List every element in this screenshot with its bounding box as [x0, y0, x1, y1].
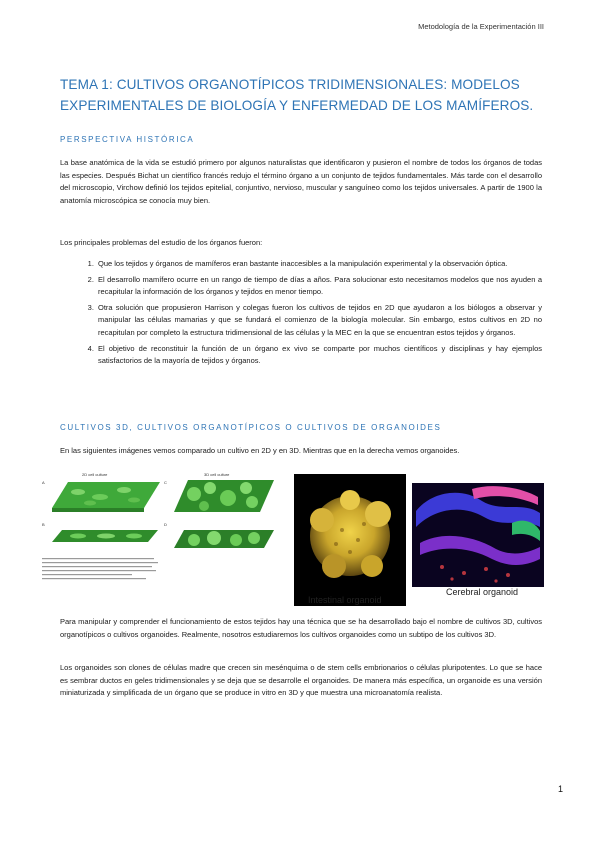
running-header: Metodología de la Experimentación III [418, 22, 544, 31]
culture-2d-label: 2D cell culture [82, 472, 108, 477]
intestinal-organoid-caption: Intestinal organoid [308, 595, 382, 605]
panel-b-image [52, 530, 158, 542]
section-heading-historica: PERSPECTIVA HISTÓRICA [60, 135, 195, 144]
panel-c-image [174, 480, 274, 512]
page-number: 1 [557, 784, 563, 794]
culture-comparison-figure [38, 468, 282, 610]
paragraph-intro: La base anatómica de la vida se estudió primero por algunos naturalistas que identificaron y pusieron el nombre de todos los órganos de todas las especies. Después Bichat un científico francés redujo el término órgano a un conjunto de tejidos fundamentales. Más tarde con el desarrollo del microscopio, Virchow definió los tejidos epitelial, conjuntivo, nervioso, muscular y sanguíneo como los tejidos universales. A partir de 1900 la anatomía microscópica se conocía muy bien. [60, 158, 542, 205]
cerebral-organoid-caption: Cerebral organoid [446, 587, 519, 597]
page-title: TEMA 1: CULTIVOS ORGANOTÍPICOS TRIDIMENSIONALES: MODELOS EXPERIMENTALES DE BIOLOGÍA Y ENFERMEDAD DE LOS MAMÍFEROS. [60, 77, 534, 113]
intestinal-organoid-image [294, 474, 406, 606]
culture-3d-label: 3D cell culture [204, 472, 230, 477]
panel-d-image [174, 530, 274, 548]
problems-list [60, 258, 542, 371]
paragraph-figure-intro: En las siguientes imágenes vemos comparado un cultivo en 2D y en 3D. Mientras que en la derecha vemos organoides. [60, 446, 460, 455]
paragraph-organoides: Los organoides son clones de células madre que crecen sin mesénquima o de stem cells embrionarios o células pluripotentes. Lo que se hace es sembrar ductos en geles tridimensionales y se deja que se desarrolle el organoides. De manera más específica, un organoide es una versión miniaturizada y simplificada de un órgano que se produce in vitro en 3D y que muestra una microanatomía realista. [60, 663, 542, 698]
panel-c-label: C [164, 480, 167, 485]
list-item: 4. El objetivo de reconstituir la función de un órgano ex vivo se comparte por muchos científicos y disciplinas y hay ejemplos satisfactorios de la mayoría de tejidos y órganos. [96, 343, 542, 368]
panel-b-label: B [42, 522, 45, 527]
panel-a-label: A [42, 480, 45, 485]
section-heading-cultivos-3d: CULTIVOS 3D, CULTIVOS ORGANOTÍPICOS O CULTIVOS DE ORGANOIDES [60, 423, 442, 432]
list-item: 1. Que los tejidos y órganos de mamíferos eran bastante inaccesibles a la manipulación experimental y la observación óptica. [96, 258, 542, 271]
list-item: 3. Otra solución que propusieron Harrison y colegas fueron los cultivos de tejidos en 2D que ayudaron a los biólogos a observar y manipular las células mamarias y que se fundará el comienzo de la biología molecular. Sin embargo, estos cultivos en 2D no recapitulan por completo la estructura tridimensional de las células y la MEC en la que se encuentran estos tejidos y órganos. [96, 302, 542, 340]
list-item: 2. El desarrollo mamífero ocurre en un rango de tiempo de días a años. Para solucionar esto necesitamos modelos que nos ayuden a recapitular la información de los órganos y tejidos en menor tiempo. [96, 274, 542, 299]
panel-a-image [52, 482, 160, 512]
panel-d-label: D [164, 522, 167, 527]
paragraph-cultivos-3d: Para manipular y comprender el funcionamiento de estos tejidos hay una técnica que se ha desarrollado bajo el nombre de cultivos 3D, cultivos organotípicos o cultivos organoides. Realmente, nosotros estudiaremos los cultivos organoides como un subtipo de los cultivos 3D. [60, 617, 542, 639]
paragraph-problems-lead: Los principales problemas del estudio de los órganos fueron: [60, 238, 263, 247]
